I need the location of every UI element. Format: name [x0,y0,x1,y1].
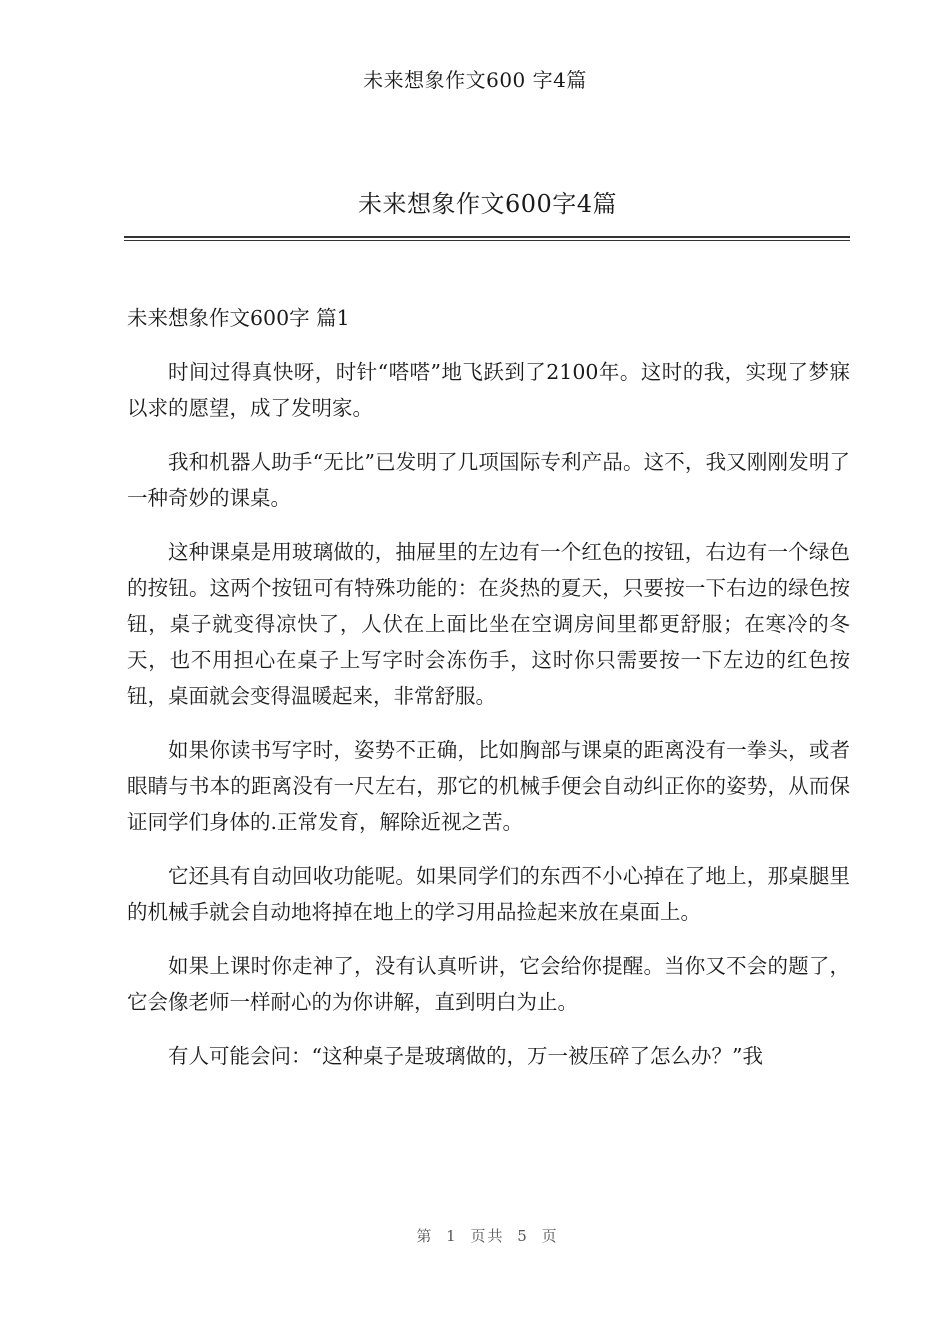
paragraph: 如果上课时你走神了，没有认真听讲，它会给你提醒。当你又不会的题了，它会像老师一样耐心的为你讲解，直到明白为止。 [127,954,850,1014]
paragraph: 这种课桌是用玻璃做的，抽屉里的左边有一个红色的按钮，右边有一个绿色的按钮。这两个按钮可有特殊功能的：在炎热的夏天，只要按一下右边的绿色按钮，桌子就变得凉快了，人伏在上面比坐在空调房间里都更舒服；在寒冷的冬天，也不用担心在桌子上写字时会冻伤手，这时你只需要按一下左边的红色按钮，桌面就会变得温暖起来，非常舒服。 [127,540,850,708]
page-number: 第 1 页共 5 页 [416,1227,559,1245]
paragraph: 如果你读书写字时，姿势不正确，比如胸部与课桌的距离没有一拳头，或者眼睛与书本的距离没有一尺左右，那它的机械手便会自动纠正你的姿势，从而保证同学们身体的.正常发育，解除近视之苦。 [127,738,850,834]
running-header: 未来想象作文600 字4篇 [363,68,587,92]
section-heading: 未来想象作文600字 篇1 [127,306,350,330]
paragraph: 有人可能会问：“这种桌子是玻璃做的，万一被压碎了怎么办？”我 [168,1044,763,1068]
document-body [127,300,850,1074]
paragraph: 我和机器人助手“无比”已发明了几项国际专利产品。这不，我又刚刚发明了一种奇妙的课桌。 [127,450,850,510]
document-title: 未来想象作文600字4篇 [357,190,618,218]
title-divider [124,236,850,241]
paragraph: 时间过得真快呀，时针“嗒嗒”地飞跃到了2100年。这时的我，实现了梦寐以求的愿望，成了发明家。 [127,360,850,420]
paragraph: 它还具有自动回收功能呢。如果同学们的东西不小心掉在了地上，那桌腿里的机械手就会自动地将掉在地上的学习用品捡起来放在桌面上。 [127,864,850,924]
